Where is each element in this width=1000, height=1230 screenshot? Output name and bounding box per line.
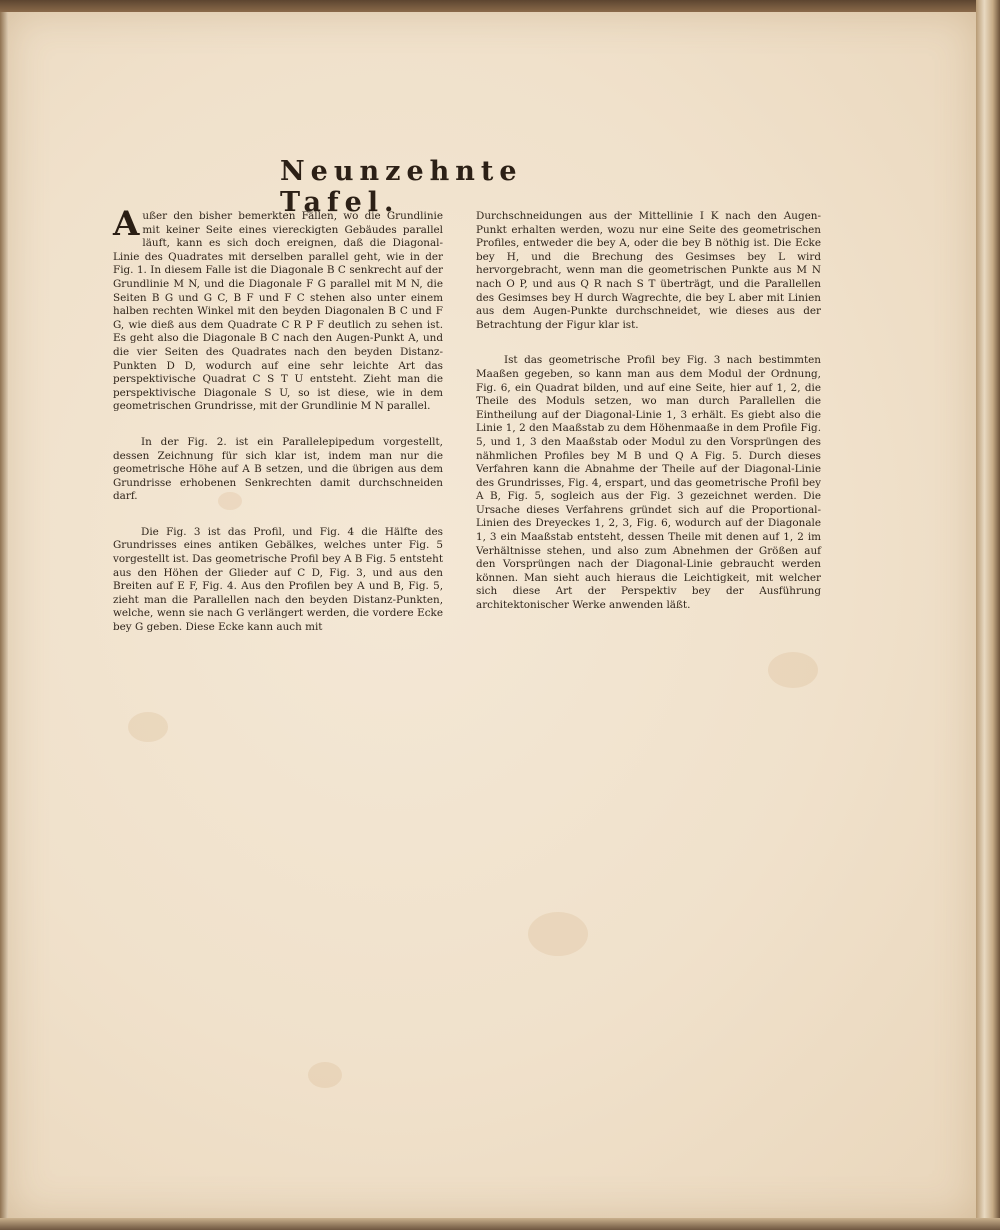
paper-stain [768,652,818,688]
book-top-edge [0,0,1000,12]
paragraph-text: ußer den bisher bemerkten Fällen, wo die Grundlinie mit keiner Seite eines viereckigten Gebäudes parallel läuft, kann es sich doch ereignen, daß die Diagonal-Linie des Quadrates mit derselben parallel geht, wie in der Fig. 1. In diesem Falle ist die Diagonale B C senkrecht auf der Grundlinie M N, und die Diagonale F G parallel mit M N, die Seiten B G und G C, B F und F C stehen also unter einem halben rechten Winkel mit den beyden Diagonalen B C und F G, wie dieß aus dem Quadrate C R P F deutlich zu sehen ist. Es geht also die Diagonale B C nach den Augen-Punkt A, und die vier Seiten des Quadrates nach den beyden Distanz-Punkten D D, wodurch auf eine sehr leichte Art das perspektivische Quadrat C S T U entsteht. Zieht man die perspektivische Diagonale S U, so ist diese, wie in dem geometrischen Grundrisse, mit der Grundlinie M N parallel. [113,210,443,413]
paragraph: Die Fig. 3 ist das Profil, und Fig. 4 die Hälfte des Grundrisses eines antiken Gebälkes, welches unter Fig. 5 vorgestellt ist. Das geometrische Profil bey A B Fig. 5 entsteht aus den Höhen der Glieder auf C D, Fig. 3, und aus den Breiten auf E F, Fig. 4. Aus den Profilen bey A und B, Fig. 5, zieht man die Parallellen nach den beyden Distanz-Punkten, welche, wenn sie nach G verlängert werden, die vordere Ecke bey G geben. Diese Ecke kann auch mit [113,525,443,634]
paragraph [113,204,443,414]
paper-stain [128,712,168,742]
page-title: Neunzehnte Tafel. [280,156,523,218]
paper-stain [528,912,588,956]
book-spine-edge [976,0,1000,1230]
right-text-column [476,210,821,635]
page-left-edge [0,12,8,1218]
drop-cap: A [113,204,140,244]
book-bottom-edge [0,1218,1000,1230]
paragraph: Durchschneidungen aus der Mittellinie I K nach den Augen-Punkt erhalten werden, wozu nur eine Seite des geometrischen Profiles, entweder die bey A, oder die bey B nöthig ist. Die Ecke bey H, und die Brechung des Gesimses bey L wird hervorgebracht, wenn man die geometrischen Punkte aus M N nach O P, und aus Q R nach S T überträgt, und die Parallellen des Gesimses bey H durch Wagrechte, die bey L aber mit Linien aus dem Augen-Punkte durchschneidet, wie dieses aus der Betrachtung der Figur klar ist. [476,210,821,331]
left-text-column [113,204,443,657]
paragraph: Ist das geometrische Profil bey Fig. 3 nach bestimmten Maaßen gegeben, so kann man aus dem Modul der Ordnung, Fig. 6, ein Quadrat bilden, und auf eine Seite, hier auf 1, 2, die Theile des Moduls setzen, wo man durch Parallellen die Eintheilung auf der Diagonal-Linie 1, 3 erhält. Es giebt also die Linie 1, 2 den Maaßstab zu dem Höhenmaaße in dem Profile Fig. 5, und 1, 3 den Maaßstab oder Modul zu den Vorsprüngen des nähmlichen Profiles bey M B und Q A Fig. 5. Durch dieses Verfahren kann die Abnahme der Theile auf der Diagonal-Linie des Grundrisses, Fig. 4, erspart, und das geometrische Profil bey A B, Fig. 5, sogleich aus der Fig. 3 gezeichnet werden. Die Ursache dieses Verfahrens gründet sich auf die Proportional-Linien des Dreyeckes 1, 2, 3, Fig. 6, wodurch auf der Diagonale 1, 3 ein Maaßstab entsteht, dessen Theile mit denen auf 1, 2 im Verhältnisse stehen, und also zum Abnehmen der Größen auf den Vorsprüngen nach der Diagonal-Linie gebraucht werden können. Man sieht auch hieraus die Leichtigkeit, mit welcher sich diese Art der Perspektiv bey der Ausführung architektonischer Werke anwenden läßt. [476,354,821,612]
paragraph: In der Fig. 2. ist ein Parallelepipedum vorgestellt, dessen Zeichnung für sich klar ist, indem man nur die geometrische Höhe auf A B setzen, und die übrigen aus dem Grundrisse erhobenen Senkrechten damit durchschneiden darf. [113,435,443,503]
paper-stain [308,1062,342,1088]
